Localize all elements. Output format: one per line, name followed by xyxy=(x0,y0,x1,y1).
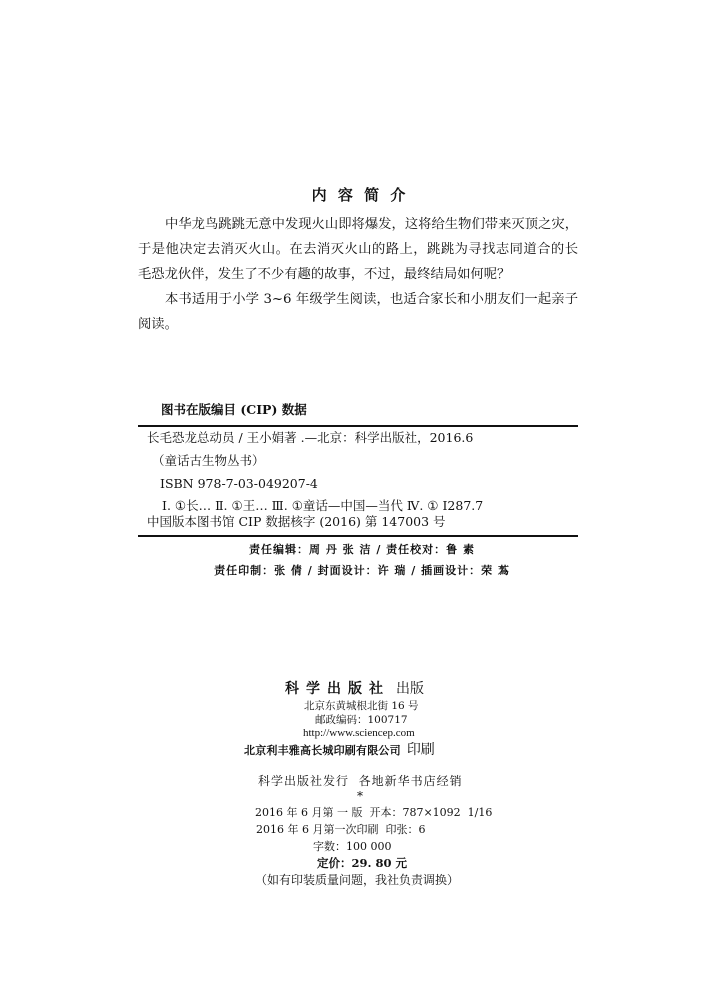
cip-entry-title: 长毛恐龙总动员 / 王小娟著 .—北京：科学出版社，2016.6 xyxy=(147,430,474,445)
word-count: 字数：100 000 xyxy=(313,840,392,853)
publish-label: 出版 xyxy=(396,681,424,697)
credits-design: 责任印制：张 倩 / 封面设计：许 瑞 / 插画设计：荣 蒍 xyxy=(214,564,510,577)
edition-line: 2016 年 6 月第 一 版 开本：787×1092 1/16 xyxy=(255,806,493,819)
summary-line: 于是他决定去消灭火山。在去消灭火山的路上，跳跳为寻找志同道合的长 xyxy=(138,242,578,257)
publisher-postcode: 邮政编码：100717 xyxy=(315,714,408,726)
summary-line: 毛恐龙伙伴，发生了不少有趣的故事，不过，最终结局如何呢？ xyxy=(138,267,511,282)
summary-line: 中华龙鸟跳跳无意中发现火山即将爆发，这将给生物们带来灭顶之灾， xyxy=(165,217,578,232)
print-label: 印刷 xyxy=(406,742,435,758)
cip-entry-isbn: ISBN 978-7-03-049207-4 xyxy=(160,476,318,491)
quality-notice: （如有印装质量问题，我社负责调换） xyxy=(255,873,460,887)
price: 定价：29. 80 元 xyxy=(317,856,408,870)
cip-entry-record-number: 中国版本图书馆 CIP 数据核字 (2016) 第 147003 号 xyxy=(147,514,446,529)
publisher-line xyxy=(285,679,424,698)
distribution-line: 科学出版社发行 各地新华书店经销 xyxy=(258,774,463,788)
credits-editors: 责任编辑：周 丹 张 洁 / 责任校对：鲁 素 xyxy=(249,543,475,556)
summary-title: 内 容 简 介 xyxy=(311,186,409,204)
cip-entry-series: （童话古生物丛书） xyxy=(152,453,265,468)
printer-name: 北京利丰雅高长城印刷有限公司 xyxy=(244,744,401,757)
publisher-address: 北京东黄城根北街 16 号 xyxy=(304,700,419,712)
publisher-logo: 科学出版社 xyxy=(285,681,390,697)
cip-entry-classification: Ⅰ. ①长… Ⅱ. ①王… Ⅲ. ①童话—中国—当代 Ⅳ. ① I287.7 xyxy=(162,498,484,513)
summary-line: 阅读。 xyxy=(138,317,178,332)
printing-line: 2016 年 6 月第一次印刷 印张：6 xyxy=(256,823,426,836)
separator-asterisk: * xyxy=(357,789,363,803)
publisher-website: http://www.sciencep.com xyxy=(303,727,415,739)
cip-rule-top xyxy=(138,425,578,427)
cip-heading: 图书在版编目 (CIP) 数据 xyxy=(161,402,307,417)
cip-rule-bottom xyxy=(138,535,578,537)
printer-line xyxy=(244,740,435,759)
summary-line: 本书适用于小学 3~6 年级学生阅读，也适合家长和小朋友们一起亲子 xyxy=(165,292,578,307)
